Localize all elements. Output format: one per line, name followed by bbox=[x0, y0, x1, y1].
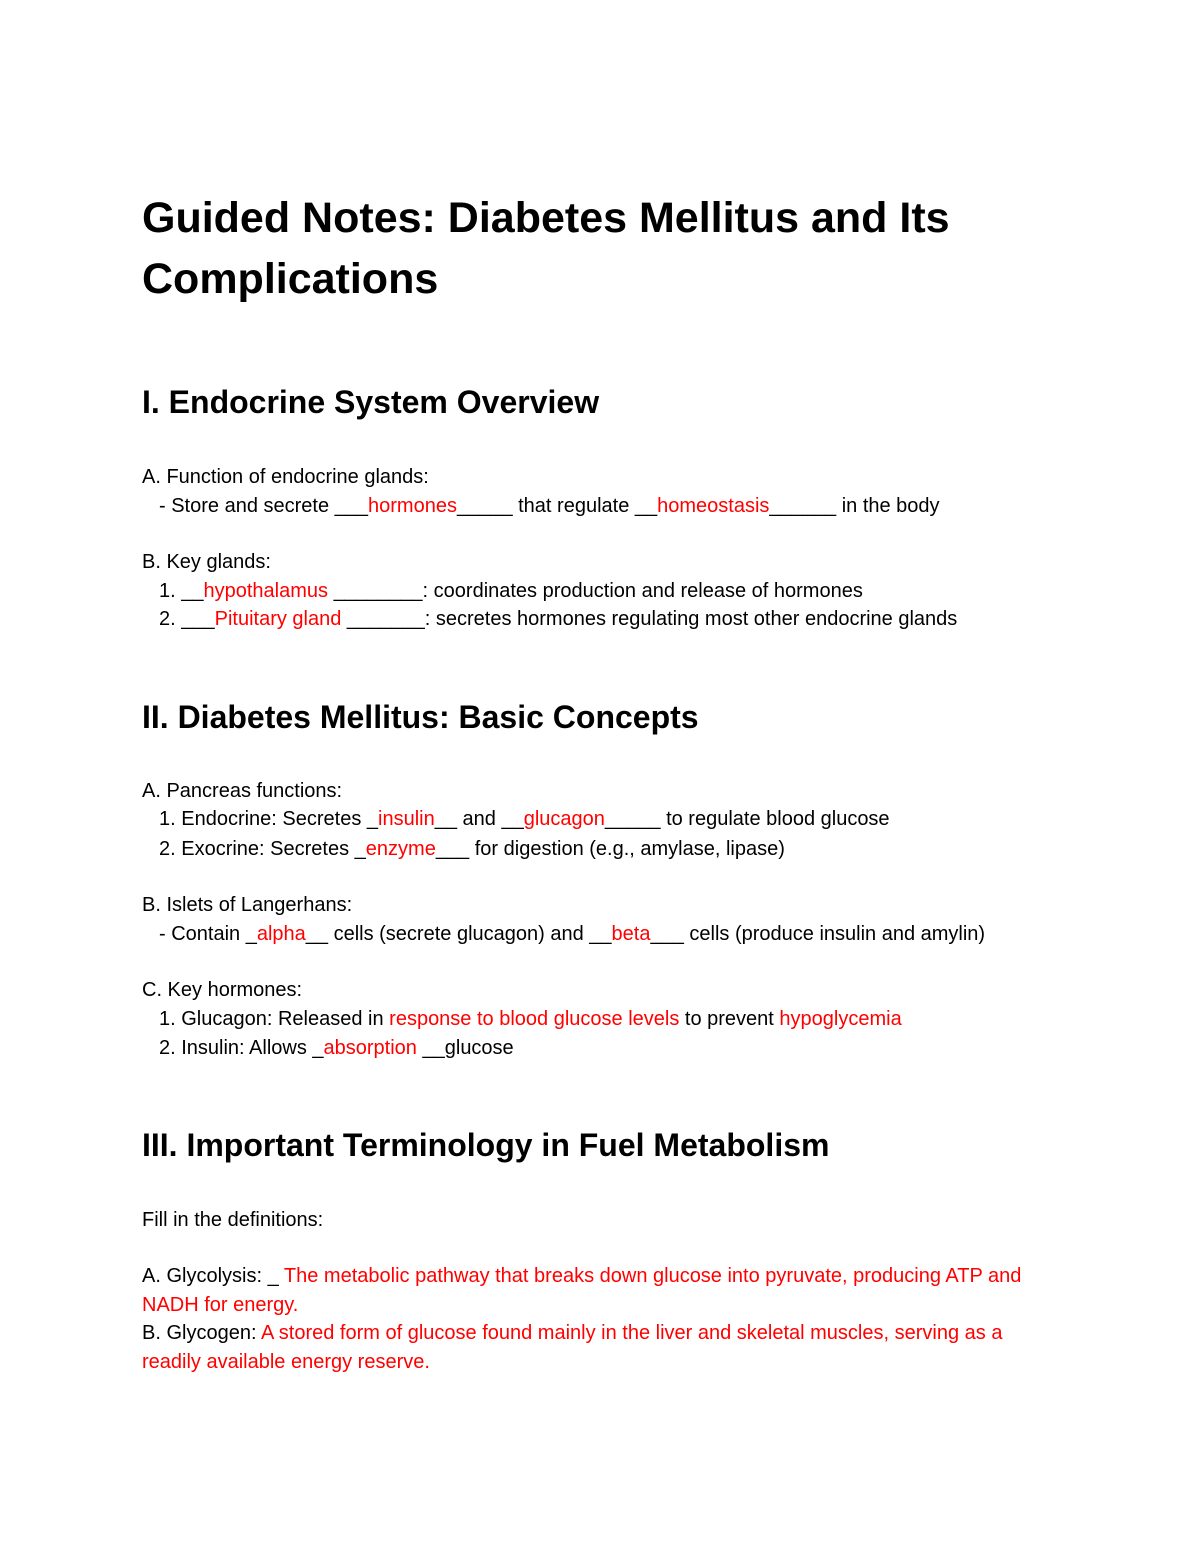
answer: The metabolic pathway that breaks down glucose into pyruvate, producing ATP and NADH for energy. bbox=[142, 1265, 1022, 1316]
text: ___ for digestion (e.g., amylase, lipase) bbox=[435, 838, 785, 860]
section-3-heading: III. Important Terminology in Fuel Metabolism bbox=[142, 1127, 830, 1163]
answer: homeostasis bbox=[657, 495, 770, 517]
text: 1. Endocrine: Secretes _ bbox=[159, 808, 379, 830]
text: ________: coordinates production and release of hormones bbox=[333, 580, 863, 602]
text: __ cells (secrete glucagon) and __ bbox=[305, 923, 612, 945]
answer: alpha bbox=[256, 923, 306, 945]
answer: hypothalamus bbox=[203, 580, 334, 602]
text: - Contain _ bbox=[159, 923, 257, 945]
text: __glucose bbox=[422, 1037, 514, 1059]
s1-b-label: B. Key glands: bbox=[142, 551, 271, 573]
s3-definition-a bbox=[142, 1262, 1062, 1319]
s1-a-label: A. Function of endocrine glands: bbox=[142, 466, 429, 488]
s1-b2-line bbox=[159, 605, 957, 634]
s1-a1-line bbox=[159, 492, 940, 521]
text: to prevent bbox=[679, 1008, 780, 1030]
s2-c2-line bbox=[159, 1034, 514, 1063]
term-label: B. Glycogen: bbox=[142, 1322, 261, 1344]
term-label: A. Glycolysis: _ bbox=[142, 1265, 284, 1287]
text: 2. Insulin: Allows _ bbox=[159, 1037, 324, 1059]
section-1-heading: I. Endocrine System Overview bbox=[142, 384, 600, 420]
s2-a1-line bbox=[159, 805, 890, 834]
answer: enzyme bbox=[365, 838, 436, 860]
answer: Pituitary gland bbox=[214, 608, 347, 630]
answer: A stored form of glucose found mainly in the liver and skeletal muscles, serving as a readily available energy reserve. bbox=[142, 1322, 1003, 1373]
s3-definition-b bbox=[142, 1319, 1062, 1376]
text: 2. Exocrine: Secretes _ bbox=[159, 838, 366, 860]
text: - Store and secrete ___ bbox=[159, 495, 369, 517]
text: _____ that regulate __ bbox=[456, 495, 658, 517]
s2-b-label: B. Islets of Langerhans: bbox=[142, 894, 353, 916]
s1-b1-line bbox=[159, 577, 863, 606]
answer: insulin bbox=[378, 808, 435, 830]
text: __ and __ bbox=[434, 808, 524, 830]
text: ______ in the body bbox=[769, 495, 940, 517]
s2-c1-line bbox=[159, 1005, 902, 1034]
answer: absorption bbox=[323, 1037, 423, 1059]
answer: response to blood glucose levels bbox=[389, 1008, 680, 1030]
answer: glucagon bbox=[523, 808, 605, 830]
page-title: Guided Notes: Diabetes Mellitus and Its Complications bbox=[142, 194, 950, 303]
section-2-heading: II. Diabetes Mellitus: Basic Concepts bbox=[142, 699, 699, 735]
text: 1. Glucagon: Released in bbox=[159, 1008, 390, 1030]
text: _______: secretes hormones regulating most other endocrine glands bbox=[346, 608, 958, 630]
text: ___ cells (produce insulin and amylin) bbox=[650, 923, 986, 945]
s2-c-label: C. Key hormones: bbox=[142, 979, 303, 1001]
answer: hypoglycemia bbox=[779, 1008, 902, 1030]
s2-a-label: A. Pancreas functions: bbox=[142, 780, 343, 802]
text: 2. ___ bbox=[159, 608, 215, 630]
s2-b1-line bbox=[159, 920, 985, 949]
answer: hormones bbox=[368, 495, 457, 517]
answer: beta bbox=[611, 923, 651, 945]
text: _____ to regulate blood glucose bbox=[604, 808, 890, 830]
text: 1. __ bbox=[159, 580, 204, 602]
s3-intro: Fill in the definitions: bbox=[142, 1209, 324, 1231]
s2-a2-line bbox=[159, 835, 785, 864]
